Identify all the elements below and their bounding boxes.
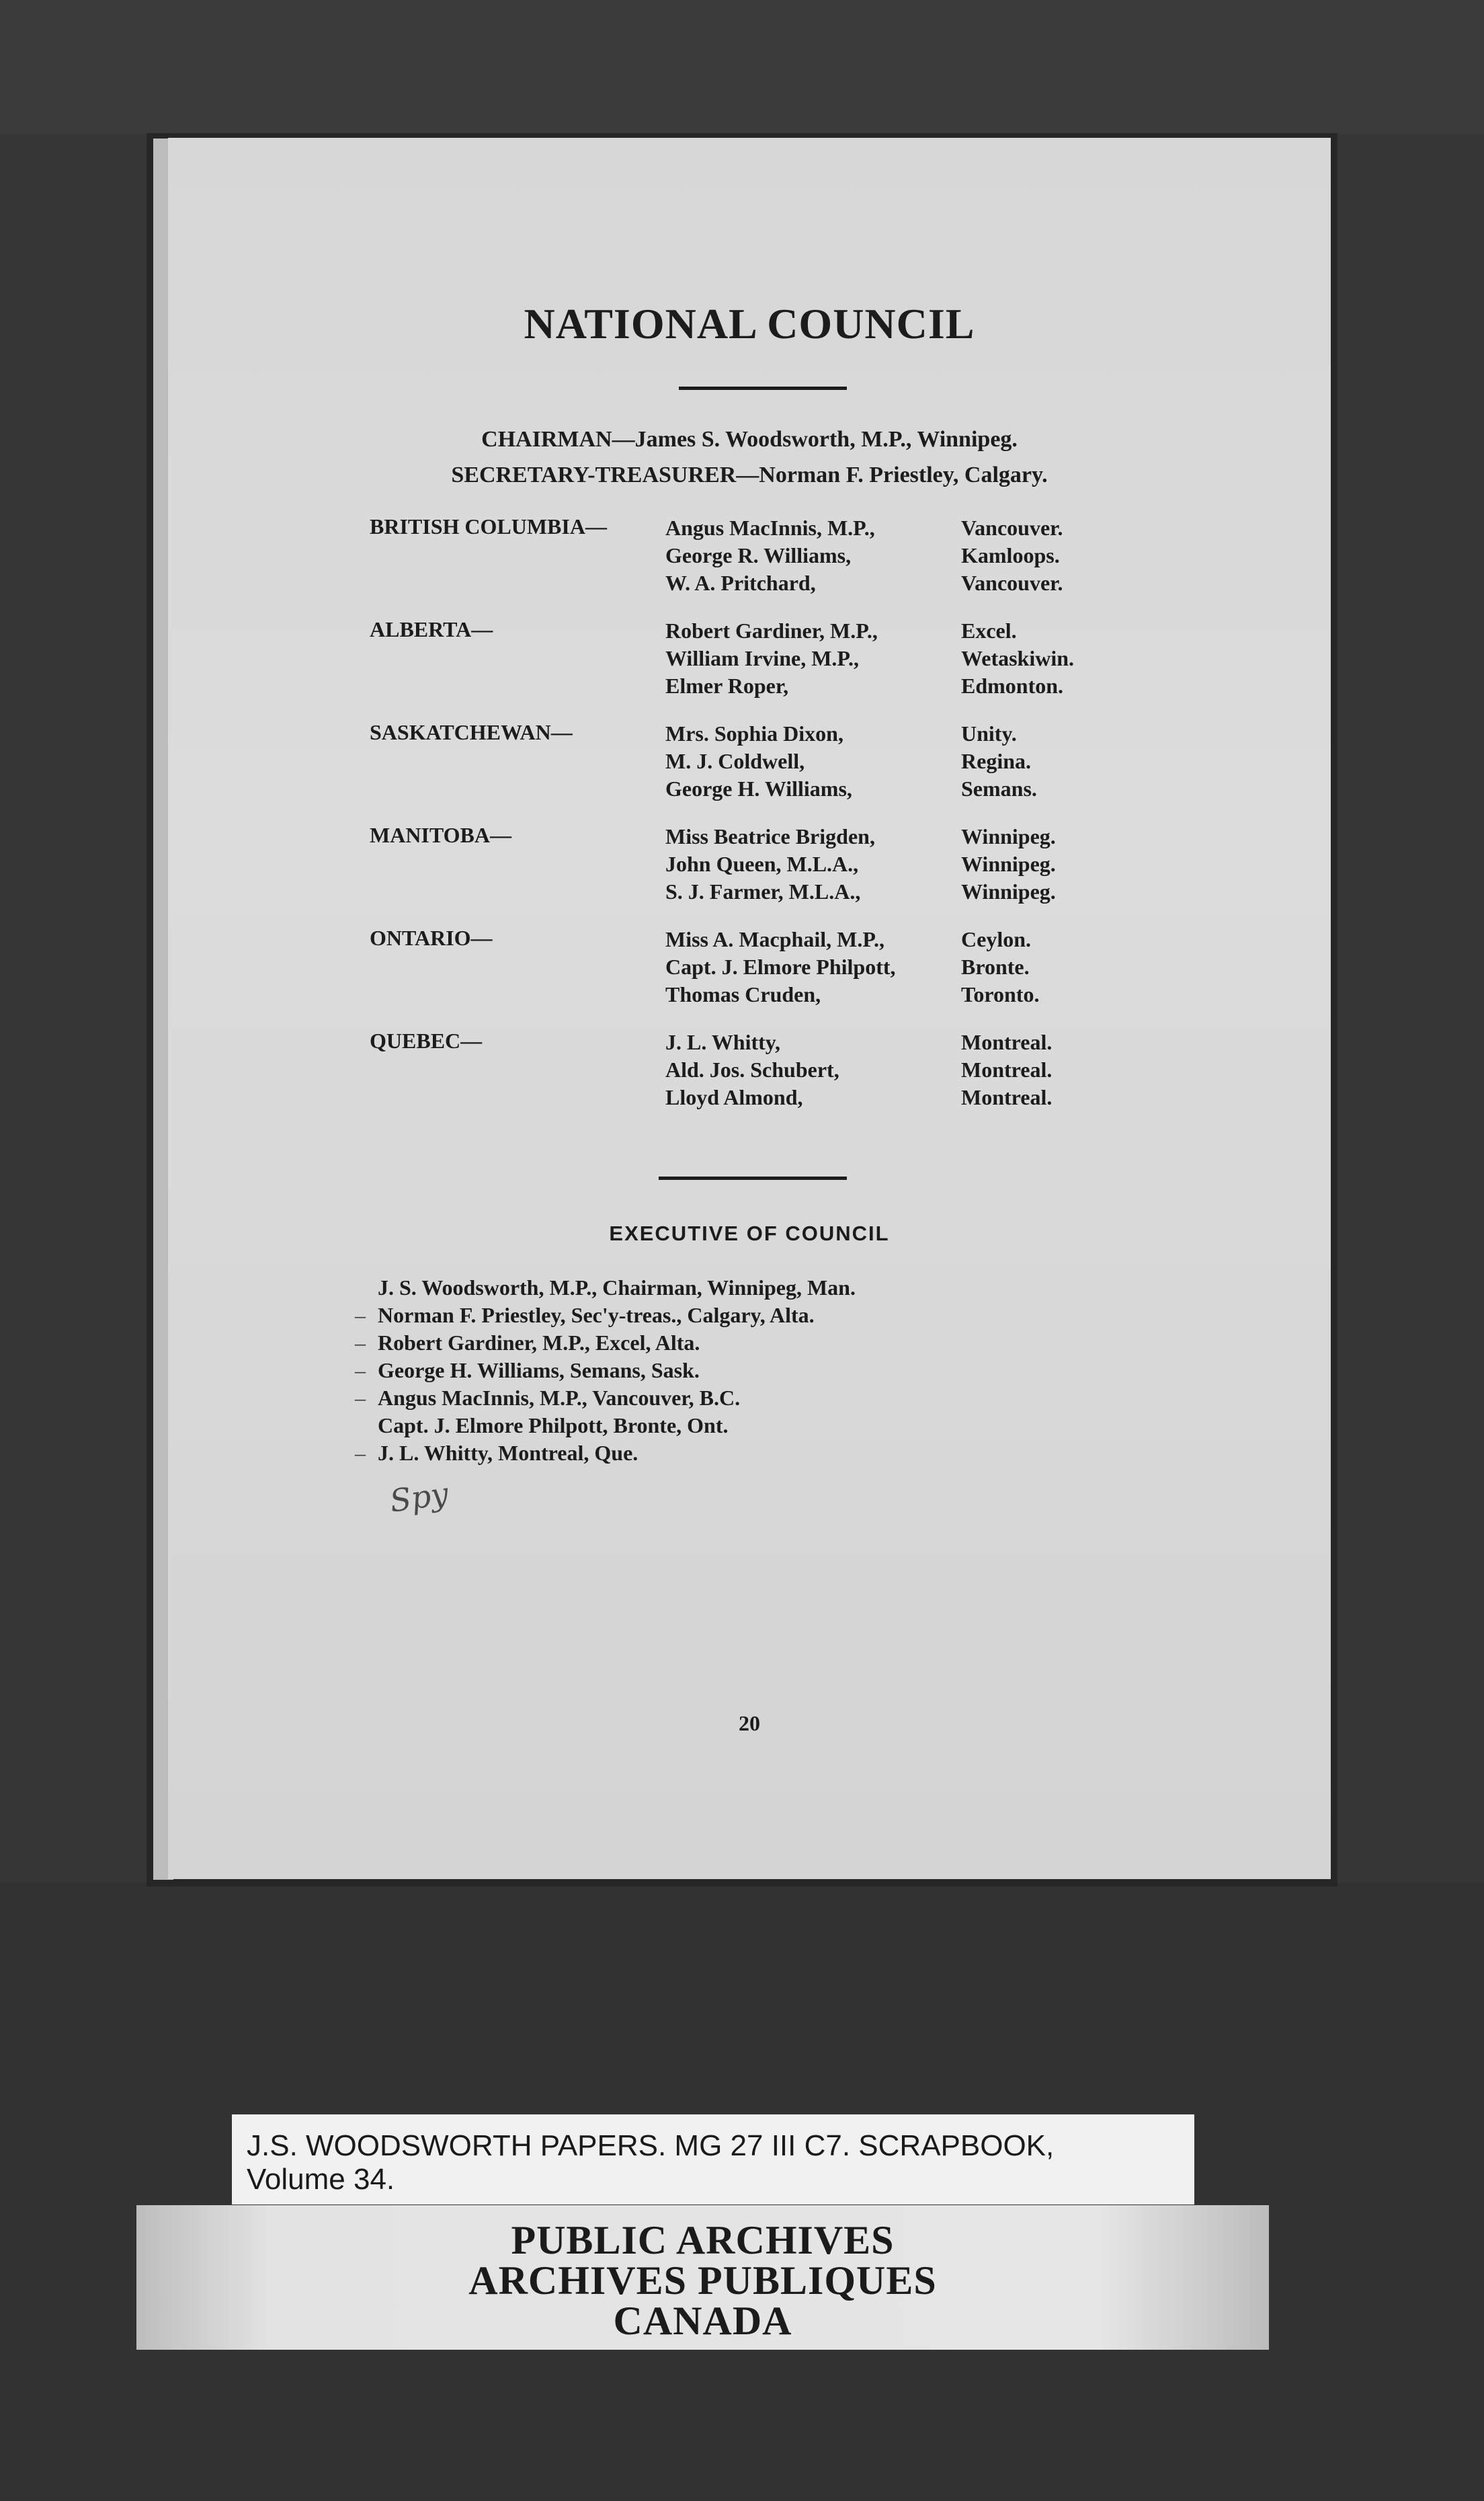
member-city: Edmonton. xyxy=(961,674,1064,698)
member-name: Elmer Roper, xyxy=(665,674,789,698)
member-row xyxy=(665,775,1277,803)
member-name: John Queen, M.L.A., xyxy=(665,852,859,876)
handwritten-note: Spy xyxy=(387,1475,451,1519)
member-city: Ceylon. xyxy=(961,927,1031,951)
province-name: ALBERTA— xyxy=(370,617,493,641)
province-list xyxy=(370,514,1277,1132)
member-row xyxy=(665,953,1277,981)
chairman-line: CHAIRMAN—James S. Woodsworth, M.P., Winnipeg. xyxy=(481,427,1018,452)
executive-member-text: George H. Williams, Semans, Sask. xyxy=(378,1358,700,1382)
member-name: George R. Williams, xyxy=(665,543,852,567)
executive-member-text: Robert Gardiner, M.P., Excel, Alta. xyxy=(378,1331,700,1355)
member-row xyxy=(665,1056,1277,1084)
executive-member xyxy=(355,1384,856,1412)
title-rule xyxy=(679,387,847,390)
archive-stamp xyxy=(136,2205,1269,2350)
handwritten-tick-mark: – xyxy=(355,1441,366,1465)
member-city: Excel. xyxy=(961,619,1017,643)
member-name: Miss Beatrice Brigden, xyxy=(665,824,875,848)
handwritten-tick-mark: – xyxy=(355,1386,366,1410)
member-city: Semans. xyxy=(961,777,1037,801)
executive-member-text: Norman F. Priestley, Sec'y-treas., Calgary, Alta. xyxy=(378,1303,815,1327)
member-city: Regina. xyxy=(961,749,1031,773)
archive-reference-line-1: J.S. WOODSWORTH PAPERS. MG 27 III C7. SCRAPBOOK, xyxy=(247,2129,1055,2162)
province-block xyxy=(370,823,1277,906)
member-list xyxy=(665,720,1277,803)
member-city: Wetaskiwin. xyxy=(961,646,1075,670)
executive-member-text: Capt. J. Elmore Philpott, Bronte, Ont. xyxy=(378,1413,729,1437)
handwritten-tick-mark: – xyxy=(355,1358,366,1382)
member-name: W. A. Pritchard, xyxy=(665,571,816,595)
member-city: Unity. xyxy=(961,721,1017,746)
member-name: S. J. Farmer, M.L.A., xyxy=(665,879,861,904)
member-name: George H. Williams, xyxy=(665,777,852,801)
province-block xyxy=(370,1029,1277,1111)
province-block xyxy=(370,617,1277,700)
member-row xyxy=(665,720,1277,748)
province-name: QUEBEC— xyxy=(370,1029,483,1053)
executive-member xyxy=(355,1439,856,1467)
province-name: SASKATCHEWAN— xyxy=(370,720,573,744)
member-row xyxy=(665,850,1277,878)
member-row xyxy=(665,569,1277,597)
member-city: Winnipeg. xyxy=(961,824,1056,848)
executive-member-text: J. S. Woodsworth, M.P., Chairman, Winnipeg, Man. xyxy=(378,1275,856,1300)
province-block xyxy=(370,720,1277,803)
member-city: Vancouver. xyxy=(961,516,1063,540)
member-row xyxy=(665,542,1277,569)
member-row xyxy=(665,981,1277,1008)
member-row xyxy=(665,926,1277,953)
member-name: J. L. Whitty, xyxy=(665,1030,780,1054)
member-row xyxy=(665,1084,1277,1111)
member-name: William Irvine, M.P., xyxy=(665,646,859,670)
member-row xyxy=(665,823,1277,850)
page-number: 20 xyxy=(739,1711,760,1735)
scan-background-top xyxy=(0,0,1484,134)
member-row xyxy=(665,514,1277,542)
member-row xyxy=(665,748,1277,775)
member-list xyxy=(665,823,1277,906)
archive-stamp-line-1: PUBLIC ARCHIVES xyxy=(511,2218,895,2262)
member-city: Bronte. xyxy=(961,955,1030,979)
executive-member xyxy=(378,1412,856,1439)
member-list xyxy=(665,926,1277,1008)
executive-member-text: Angus MacInnis, M.P., Vancouver, B.C. xyxy=(378,1386,741,1410)
member-row xyxy=(665,672,1277,700)
executive-member xyxy=(355,1329,856,1357)
member-list xyxy=(665,1029,1277,1111)
executive-member xyxy=(355,1357,856,1384)
member-city: Winnipeg. xyxy=(961,852,1056,876)
member-name: M. J. Coldwell, xyxy=(665,749,805,773)
member-city: Montreal. xyxy=(961,1030,1053,1054)
executive-heading: EXECUTIVE OF COUNCIL xyxy=(609,1222,890,1245)
province-name: BRITISH COLUMBIA— xyxy=(370,514,607,539)
executive-list xyxy=(355,1274,856,1467)
archive-reference-line-2: Volume 34. xyxy=(247,2163,395,2196)
province-block xyxy=(370,926,1277,1008)
member-city: Toronto. xyxy=(961,982,1040,1006)
member-city: Kamloops. xyxy=(961,543,1060,567)
executive-member xyxy=(355,1302,856,1329)
province-name: MANITOBA— xyxy=(370,823,511,847)
member-name: Angus MacInnis, M.P., xyxy=(665,516,875,540)
member-name: Ald. Jos. Schubert, xyxy=(665,1058,839,1082)
member-name: Thomas Cruden, xyxy=(665,982,821,1006)
archive-reference-label xyxy=(232,2114,1194,2205)
member-row xyxy=(665,645,1277,672)
executive-member xyxy=(378,1274,856,1302)
member-row xyxy=(665,1029,1277,1056)
member-city: Vancouver. xyxy=(961,571,1063,595)
member-city: Montreal. xyxy=(961,1085,1053,1109)
member-name: Capt. J. Elmore Philpott, xyxy=(665,955,896,979)
document-page xyxy=(168,138,1331,1879)
member-name: Robert Gardiner, M.P., xyxy=(665,619,878,643)
archive-stamp-line-2: ARCHIVES PUBLIQUES xyxy=(468,2258,937,2303)
member-name: Miss A. Macphail, M.P., xyxy=(665,927,884,951)
handwritten-tick-mark: – xyxy=(355,1303,366,1327)
handwritten-tick-mark: – xyxy=(355,1331,366,1355)
member-list xyxy=(665,617,1277,700)
secretary-treasurer-line: SECRETARY-TREASURER—Norman F. Priestley, Calgary. xyxy=(451,463,1048,487)
member-list xyxy=(665,514,1277,597)
member-name: Mrs. Sophia Dixon, xyxy=(665,721,843,746)
member-city: Winnipeg. xyxy=(961,879,1056,904)
archive-stamp-line-3: CANADA xyxy=(613,2299,792,2343)
member-name: Lloyd Almond, xyxy=(665,1085,803,1109)
member-city: Montreal. xyxy=(961,1058,1053,1082)
province-block xyxy=(370,514,1277,597)
province-name: ONTARIO— xyxy=(370,926,493,950)
page-title: NATIONAL COUNCIL xyxy=(524,300,975,348)
member-row xyxy=(665,878,1277,906)
executive-member-text: J. L. Whitty, Montreal, Que. xyxy=(378,1441,638,1465)
section-rule xyxy=(659,1177,847,1180)
member-row xyxy=(665,617,1277,645)
